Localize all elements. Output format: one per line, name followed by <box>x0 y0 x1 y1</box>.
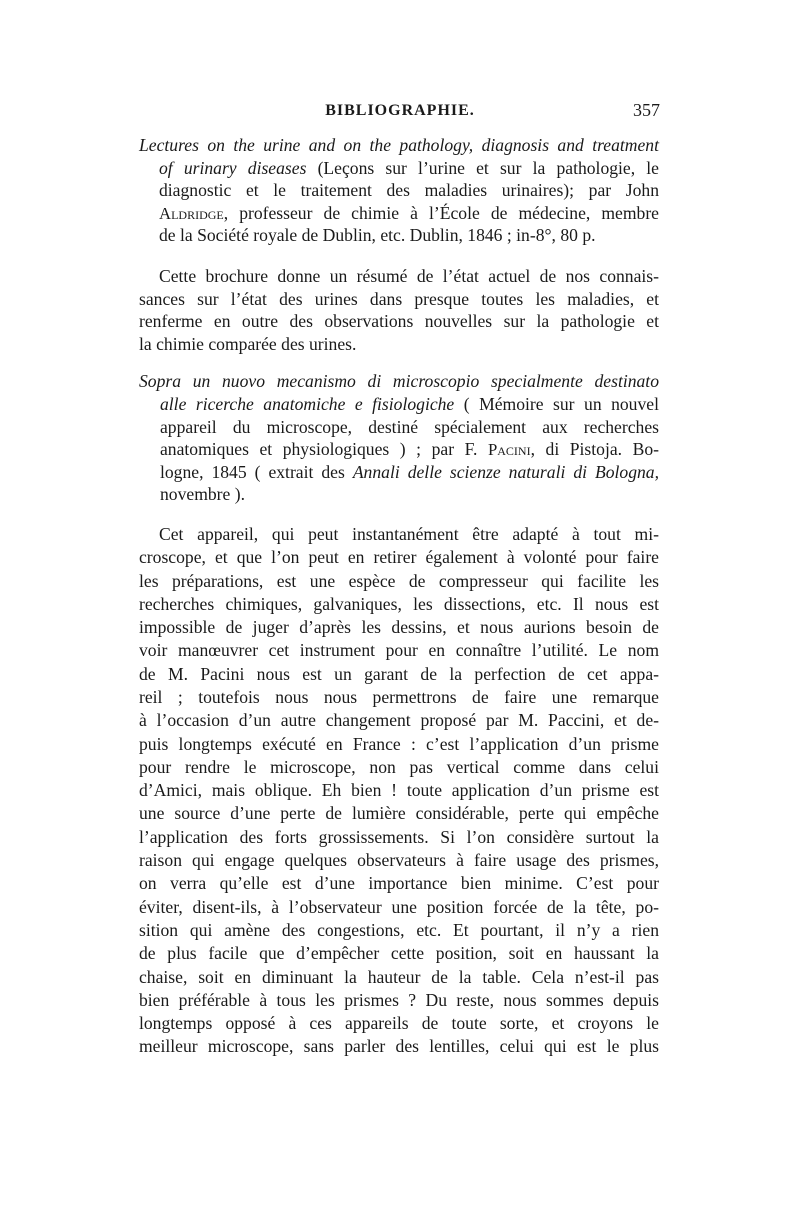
paragraph-line: renferme en outre des observations nouvelles sur la pathologie et <box>139 311 659 332</box>
paragraph-line: de plus facile que d’empêcher cette position, soit en haussant la <box>139 943 659 964</box>
entry-text: de la Société royale de Dublin, etc. Dublin, 1846 ; in-8°, 80 p. <box>159 225 596 246</box>
entry-title-cont: alle ricerche anatomiche e fisiologiche <box>160 393 455 414</box>
paragraph-line: impossible de juger d’après les dessins, et nous aurions besoin de <box>139 617 659 638</box>
entry-text: logne, 1845 ( extrait des <box>160 461 345 482</box>
paragraph-line: bien préférable à tous les prismes ? Du reste, nous sommes depuis <box>139 989 659 1010</box>
paragraph-line: recherches chimiques, galvaniques, les dissections, etc. Il nous est <box>139 593 659 614</box>
running-header: BIBLIOGRAPHIE. <box>325 102 475 119</box>
entry-title: Sopra un nuovo mecanismo di microscopio specialmente destinato <box>139 371 659 392</box>
author-name: Aldridge <box>159 203 224 223</box>
bibliography-entry-aldridge <box>139 134 659 247</box>
paragraph-line: une source d’une perte de lumière considérable, perte qui empêche <box>139 803 659 824</box>
page-body <box>139 134 659 1059</box>
review-paragraph-1 <box>139 265 659 355</box>
paragraph-line: éviter, disent-ils, à l’observateur une position forcée de la tête, po- <box>139 896 659 917</box>
paragraph-line: meilleur microscope, sans parler des lentilles, celui qui est le plus <box>139 1036 659 1057</box>
paragraph-line: à l’occasion d’un autre changement proposé par M. Paccini, et de- <box>139 710 659 731</box>
entry-title-cont: of urinary diseases <box>159 157 307 178</box>
paragraph-line: les préparations, est une espèce de compresseur qui facilite les <box>139 570 659 591</box>
bibliography-entry-pacini <box>139 370 659 506</box>
paragraph-line: Cette brochure donne un résumé de l’état actuel de nos connais- <box>159 265 659 286</box>
paragraph-line: raison qui engage quelques observateurs à faire usage des prismes, <box>139 850 659 871</box>
journal-title: Annali delle scienze naturali di Bologna, <box>352 461 659 482</box>
paragraph-line: pour rendre le microscope, non pas vertical comme dans celui <box>139 756 659 777</box>
entry-text: , professeur de chimie à l’École de médecine, membre <box>223 202 659 223</box>
paragraph-line: longtemps opposé à ces appareils de toute sorte, et croyons le <box>139 1013 659 1034</box>
entry-text: (Leçons sur l’urine et sur la pathologie, le <box>317 157 659 178</box>
paragraph-line: Cet appareil, qui peut instantanément être adapté à tout mi- <box>159 523 659 544</box>
entry-text: ( Mémoire sur un nouvel <box>463 393 659 414</box>
paragraph-line: chaise, soit en diminuant la hauteur de la table. Cela n’est-il pas <box>139 966 659 987</box>
paragraph-line: sances sur l’état des urines dans presque toutes les maladies, et <box>139 288 659 309</box>
entry-text: appareil du microscope, destiné spécialement aux recherches <box>160 416 659 437</box>
paragraph-line: d’Amici, mais oblique. Eh bien ! toute application d’un prisme est <box>139 780 659 801</box>
entry-title: Lectures on the urine and on the pathology, diagnosis and treatment <box>139 135 659 155</box>
paragraph-line: l’application des forts grossissements. Si l’on considère surtout la <box>139 826 659 847</box>
entry-text: novembre ). <box>160 484 246 505</box>
paragraph-line: on verra qu’elle est d’une importance bien minime. C’est pour <box>139 873 659 894</box>
entry-text: diagnostic et le traitement des maladies urinaires); par John <box>159 180 659 201</box>
paragraph-line: reil ; toutefois nous nous permettrons de faire une remarque <box>139 686 659 707</box>
paragraph-line: puis longtemps exécuté en France : c’est l’application d’un prisme <box>139 733 659 754</box>
paragraph-line: la chimie comparée des urines. <box>139 333 357 354</box>
review-paragraph-2 <box>139 523 659 1059</box>
entry-text: anatomiques et physiologiques ) ; par F. <box>160 439 478 460</box>
paragraph-line: croscope, et que l’on peut en retirer également à volonté pour faire <box>139 547 659 568</box>
page-number: 357 <box>633 100 660 120</box>
author-name: Pacini <box>487 440 531 460</box>
entry-text: , di Pistoja. Bo- <box>530 439 659 460</box>
paragraph-line: voir manœuvrer cet instrument pour en connaître l’utilité. Le nom <box>139 640 659 661</box>
paragraph-line: de M. Pacini nous est un garant de la perfection de cet appa- <box>139 663 659 684</box>
paragraph-line: sition qui amène des congestions, etc. Et pourtant, il n’y a rien <box>139 919 659 940</box>
